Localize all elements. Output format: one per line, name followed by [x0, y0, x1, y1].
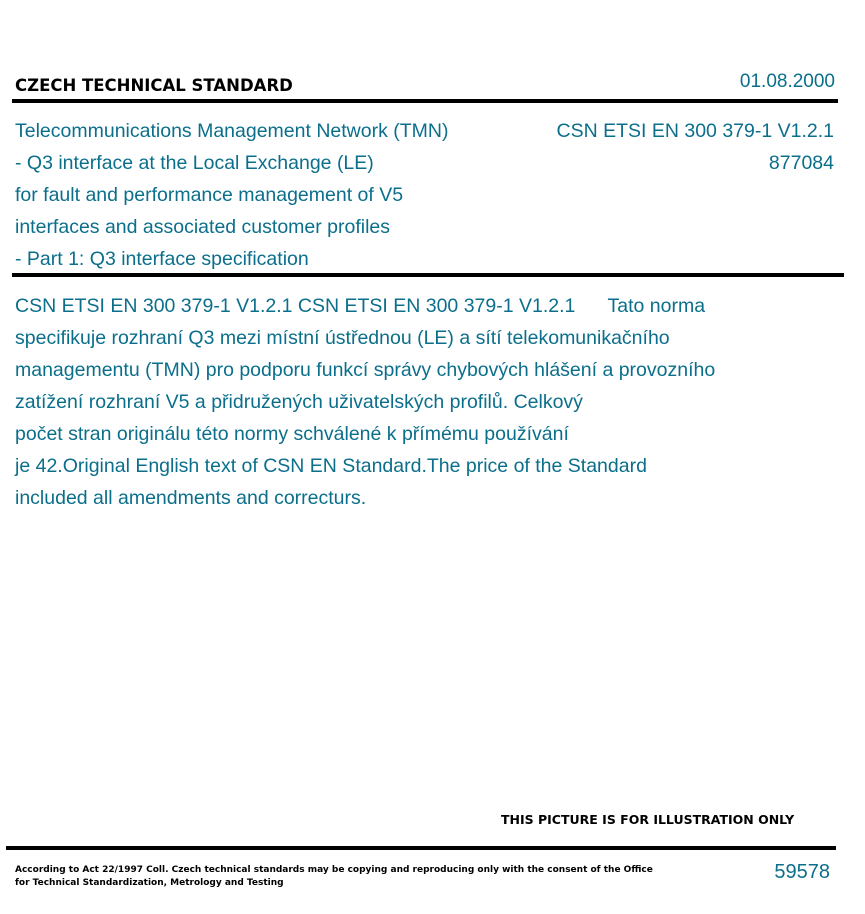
title-line: Telecommunications Management Network (TMN) — [15, 120, 449, 142]
description-line: managementu (TMN) pro podporu funkcí správy chybových hlášení a provozního — [15, 359, 716, 381]
footer-divider — [6, 846, 836, 850]
legal-notice-line: According to Act 22/1997 Coll. Czech technical standards may be copying and reproducing only with the consent of the Office — [15, 865, 653, 875]
document-type-label: CZECH TECHNICAL STANDARD — [15, 76, 293, 95]
title-line: interfaces and associated customer profiles — [15, 216, 391, 238]
description-line: počet stran originálu této normy schválené k přímému používání — [15, 423, 569, 445]
illustration-disclaimer: THIS PICTURE IS FOR ILLUSTRATION ONLY — [501, 812, 795, 827]
title-divider — [12, 273, 844, 277]
standard-description — [15, 290, 835, 514]
standard-title — [15, 115, 535, 275]
description-line: included all amendments and correcturs. — [15, 487, 367, 509]
description-line: zatížení rozhraní V5 a přidružených uživatelských profilů. Celkový — [15, 391, 583, 413]
header-divider — [12, 99, 838, 103]
description-line: je 42.Original English text of CSN EN Standard.The price of the Standard — [15, 455, 647, 477]
standard-codes — [557, 115, 834, 179]
legal-notice — [15, 864, 653, 890]
description-line: CSN ETSI EN 300 379-1 V1.2.1 CSN ETSI EN 300 379-1 V1.2.1 Tato norma — [15, 295, 706, 317]
publication-date: 01.08.2000 — [739, 71, 835, 92]
title-line: - Part 1: Q3 interface specification — [15, 248, 309, 270]
description-line: specifikuje rozhraní Q3 mezi místní ústřednou (LE) a sítí telekomunikačního — [15, 327, 670, 349]
standard-code: CSN ETSI EN 300 379-1 V1.2.1 — [556, 120, 834, 142]
legal-notice-line: for Technical Standardization, Metrology and Testing — [15, 878, 284, 888]
title-line: for fault and performance management of V5 — [15, 184, 404, 206]
catalog-number: 877084 — [768, 152, 834, 174]
title-line: - Q3 interface at the Local Exchange (LE) — [15, 152, 374, 174]
document-number: 59578 — [774, 861, 830, 883]
